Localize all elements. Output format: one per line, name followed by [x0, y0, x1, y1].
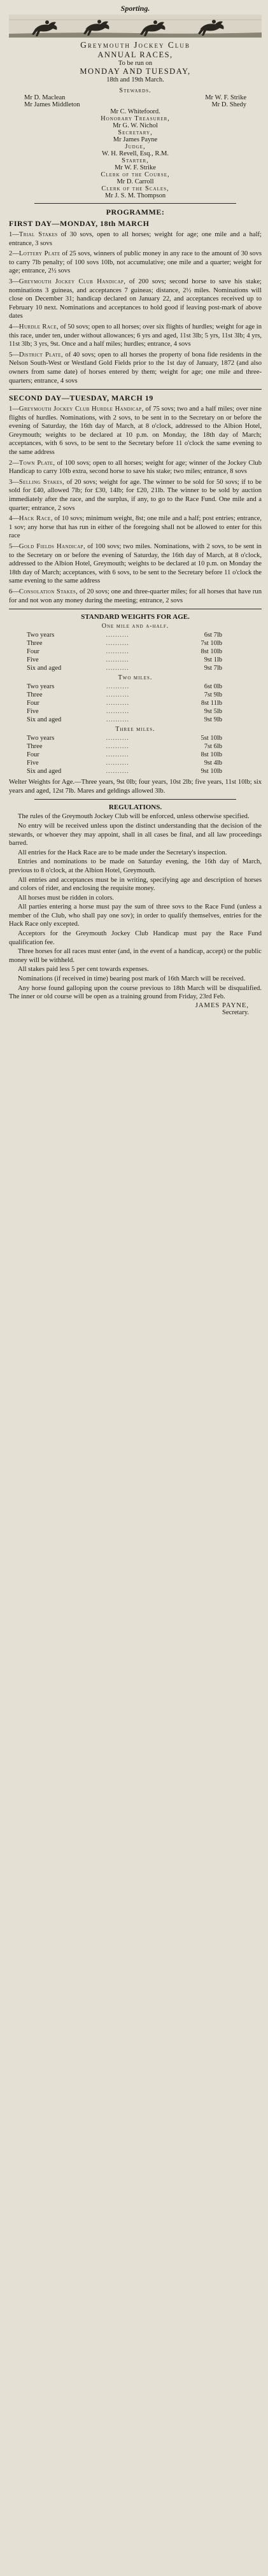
race-number: 3— [9, 278, 19, 285]
weight-value: 9st 7lb [204, 665, 222, 672]
regulation-paragraph: Any horse found galloping upon the course previous to 18th March will be disqualified. The inner or old course will be open as a training ground from Friday, 23rd Feb. [9, 984, 262, 1001]
race-name: Hurdle Race, [18, 323, 59, 330]
divider [34, 799, 236, 800]
race-number: 5— [9, 543, 19, 550]
weight-value: 9st 4lb [204, 760, 222, 767]
age-label: Three [27, 640, 43, 648]
section-label: Sporting. [120, 4, 150, 13]
race-conditions: of 20 sovs; weight for age. The winner to be sold for 50 sovs; if to be sold for £40, allowed 7lb; for £30, 14lb; for £20, 21lb. The winner to be sold by auction immediately after the race, and the surplus, if any, to go to the Race Fund. One mile and a quarter; entrance, 2 sovs [9, 478, 262, 512]
signature-title: Secretary. [222, 1008, 249, 1016]
leader-dots: .......... [106, 648, 129, 656]
weight-value: 6st 0lb [204, 683, 222, 691]
leader-dots: .......... [106, 716, 130, 724]
leader-dots: .......... [106, 768, 129, 775]
run-on-text: To be run on [118, 60, 153, 67]
weights-row [9, 664, 262, 672]
race-name: Hack Race, [18, 515, 53, 523]
weights-title: STANDARD WEIGHTS FOR AGE. [81, 613, 190, 621]
age-label: Two years [27, 683, 55, 691]
official-name: Mr J. S. M. Thompson [104, 192, 166, 199]
weight-value: 8st 11lb [201, 700, 222, 707]
age-label: Three [27, 691, 43, 699]
age-label: Five [27, 708, 39, 716]
leader-dots: .......... [106, 743, 129, 751]
leader-dots: .......... [106, 665, 129, 672]
signature-name: JAMES PAYNE, [195, 1001, 249, 1009]
weight-value: 9st 10lb [201, 768, 222, 775]
leader-dots: .......... [106, 700, 130, 707]
day1-races [9, 230, 262, 385]
weights-row [9, 759, 262, 767]
steward: Mr James Middleton [24, 101, 80, 108]
race-number: 5— [9, 351, 19, 358]
divider [9, 389, 262, 390]
age-label: Four [27, 700, 39, 707]
age-label: Four [27, 751, 39, 759]
weights-row [9, 707, 262, 716]
race-conditions: of 100 sovs; two miles. Nominations, with 2 sovs, to be sent in to the Secretary on or before the evening of Saturday, the 16th day of March, at 8 o'clock, addressed to the Albion Hotel, Greymouth; weights to be declared at 10 p.m. on Monday the 18th day of March; acceptances, with 6 sovs, to be sent to the Secretary before 11 o'clock the same evening to the same address [9, 543, 262, 585]
weights-row [9, 716, 262, 724]
race-name: Greymouth Jockey Club Handicap, [18, 278, 126, 285]
race-number: 4— [9, 323, 19, 330]
age-label: Three [27, 743, 43, 751]
regulation-paragraph: Entries and nominations to be made on Saturday evening, the 16th day of March, previous to 8 o'clock, at the Albion Hotel, Greymouth. [9, 858, 262, 874]
event-title: ANNUAL RACES, [97, 50, 173, 59]
weights-row [9, 683, 262, 691]
day1-title: FIRST DAY—MONDAY, 18th MARCH [9, 219, 150, 228]
race-item [9, 405, 262, 457]
weights-distance: One mile and a-half. [101, 623, 169, 630]
weights-row [9, 648, 262, 656]
weights-row [9, 631, 262, 639]
weights-row [9, 639, 262, 648]
race-name: Selling Stakes, [18, 478, 65, 486]
race-conditions: of 25 sovs, winners of public money in any race to the amount of 30 sovs to carry 7lb penalty; of 100 sovs 10lb, not accumulative; one mile and a quarter; weight for age; entrance, 2½ sovs [9, 250, 262, 275]
official-title: Judge, [125, 143, 146, 150]
race-days: MONDAY AND TUESDAY, [80, 67, 191, 76]
race-number: 3— [9, 478, 19, 486]
steward: Mr D. Maclean [24, 94, 66, 101]
weight-value: 5st 10lb [201, 735, 222, 742]
club-name: Greymouth Jockey Club [80, 40, 190, 50]
race-item [9, 250, 262, 276]
weights-table [9, 683, 262, 724]
regulation-paragraph: Nominations (if received in time) bearing post mark of 16th March will be received. [18, 975, 246, 983]
weight-value: 7st 10lb [201, 640, 222, 648]
race-dates: 18th and 19th March. [106, 76, 164, 83]
leader-dots: .......... [106, 708, 130, 716]
official-title: Honorary Treasurer, [101, 115, 170, 122]
regulation-paragraph: The rules of the Greymouth Jockey Club will be enforced, unless otherwise specified. [18, 813, 250, 821]
race-name: Town Plate, [18, 459, 55, 467]
weights-row [9, 656, 262, 664]
leader-dots: .......... [106, 751, 129, 759]
race-number: 2— [9, 250, 19, 258]
weight-value: 9st 5lb [204, 708, 222, 716]
race-conditions: of 10 sovs; minimum weight, 8st; one mile and a half; post entries; entrance, 1 sov; any horse that has run in either of the foregoing shall not be allowed to enter for this race [9, 515, 262, 540]
weights-table [9, 631, 262, 672]
race-conditions: of 20 sovs; one and three-quarter miles; for all horses that have run for and not won any money during the meeting; entrance, 2 sovs [9, 588, 262, 604]
race-conditions: of 30 sovs, open to all horses; weight for age; one mile and a half; entrance, 3 sovs [9, 231, 262, 247]
regulation-paragraph: All stakes paid less 5 per cent towards expenses. [18, 966, 149, 973]
race-item [9, 351, 262, 385]
weights-row [9, 734, 262, 742]
weight-value: 7st 6lb [204, 743, 222, 751]
regulation-paragraph: Three horses for all races must enter (and, in the event of a handicap, accept) or the public money will be withheld. [9, 948, 262, 964]
weight-value: 9st 1lb [204, 656, 222, 664]
leader-dots: .......... [106, 760, 129, 767]
race-item [9, 542, 262, 586]
race-conditions: of 200 sovs; second horse to save his stake; nominations 3 guineas, and acceptances 7 guineas; distance, 2½ miles. Nominations will close on December 31; handicap declared on January 22, and acceptances received up to February 10 next. Nominations and acceptances to hold good if leaving post-mark of above dates [9, 278, 262, 320]
weights-row [9, 751, 262, 759]
regulations-title: REGULATIONS. [108, 803, 162, 812]
age-label: Six and aged [27, 665, 62, 672]
regulation-paragraph: Acceptors for the Greymouth Jockey Club Handicap must pay the Race Fund qualification fee. [9, 930, 262, 946]
officials-list [9, 115, 262, 199]
steward: Mr D. Shedy [211, 101, 246, 108]
leader-dots: .......... [106, 735, 129, 742]
race-item [9, 478, 262, 513]
race-item [9, 588, 262, 605]
race-name: District Plate, [18, 351, 64, 358]
official-name: W. H. Revell, Esq., R.M. [102, 150, 169, 157]
race-name: Greymouth Jockey Club Hurdle Handicap, [18, 406, 144, 413]
age-label: Six and aged [27, 768, 62, 775]
weight-value: 8st 10lb [201, 648, 222, 656]
weights-row [9, 767, 262, 775]
race-name: Consolation Stakes, [18, 588, 78, 595]
race-item [9, 230, 262, 248]
regulations-list [9, 812, 262, 1001]
day2-races [9, 405, 262, 605]
race-conditions: of 40 sovs; open to all horses the property of bona fide residents in the Nelson South-West or Westland Gold Fields prior to the 1st day of January, 1872 (and also owners from same date) of horses entered by them; weight for age; one mile and three-quarters; entrance, 4 sovs [9, 351, 262, 385]
race-item [9, 278, 262, 321]
stewards-title: Stewards. [119, 87, 152, 94]
race-name: Lottery Plate [18, 250, 60, 258]
programme-title: PROGRAMME: [106, 208, 165, 216]
official-name: Mr G. W. Nichol [113, 122, 158, 129]
weights-row [9, 742, 262, 751]
age-label: Four [27, 648, 39, 656]
weight-value: 7st 9lb [204, 691, 222, 699]
leader-dots: .......... [106, 640, 129, 648]
regulation-paragraph: All entries and acceptances must be in writing, specifying age and description of horses and colors of rider, and enclosing the requisite money. [9, 876, 262, 893]
regulation-paragraph: No entry will be received unless upon the distinct understanding that the decision of the stewards, or whoever they may appoint, shall in all cases be final, and all law proceedings barred. [9, 822, 262, 847]
weights-tables [9, 623, 262, 775]
race-item [9, 459, 262, 476]
weights-row [9, 699, 262, 707]
weight-value: 8st 10lb [201, 751, 222, 759]
race-number: 2— [9, 459, 19, 467]
divider [34, 203, 236, 204]
weights-distance: Three miles. [115, 726, 155, 733]
weights-row [9, 691, 262, 699]
welter-weights: Welter Weights for Age.—Three years, 9st 0lb; four years, 10st 2lb; five years, 11st 10lb; six years and aged, 12st 7lb. Mares and geldings allowed 3lb. [9, 779, 262, 795]
regulation-paragraph: All entries for the Hack Race are to be made under the Secretary's inspection. [18, 849, 227, 856]
weights-table [9, 734, 262, 775]
weight-value: 9st 9lb [204, 716, 222, 724]
official-title: Clerk of the Course, [101, 171, 170, 178]
age-label: Two years [27, 632, 55, 639]
age-label: Five [27, 760, 39, 767]
regulation-paragraph: All parties entering a horse must pay the sum of three sovs to the Race Fund (unless a member of the Club, who shall pay one sov); in order to qualify themselves, entries for the Hack Race only excepted. [9, 903, 262, 928]
steward: Mr W. F. Strike [205, 94, 246, 101]
race-conditions: of 100 sovs; open to all horses; weight for age; winner of the Jockey Club Handicap to carry 10lb extra, second horse to save his stake; two miles; entrance, 8 sovs [9, 459, 262, 476]
official-title: Starter, [122, 157, 149, 164]
official-name: Mr James Payne [113, 136, 158, 143]
race-conditions: of 75 sovs; two and a half miles; over nine flights of hurdles. Nominations, with 2 sovs, to be sent in to the Secretary on or before the evening of Saturday, the 16th day of March, at 8 o'clock, addressed to the Albion Hotel, Greymouth; weights to be declared at 10 p.m. on Monday, the 18th day of March; acceptances, with 6 sovs, to be sent to the Secretary before 11 o'clock the same evening to the same address [9, 406, 262, 456]
leader-dots: .......... [106, 656, 129, 664]
official-name: Mr D. Carroll [116, 178, 154, 185]
race-number: 4— [9, 515, 19, 523]
age-label: Two years [27, 735, 55, 742]
race-item [9, 514, 262, 541]
official-title: Clerk of the Scales, [101, 185, 169, 192]
racing-banner-image [9, 15, 262, 38]
leader-dots: .......... [106, 683, 130, 691]
race-name: Gold Fields Handicap, [18, 543, 85, 550]
stewards-row [9, 94, 262, 101]
stewards-row [9, 101, 262, 108]
horse-race-engraving-icon [9, 15, 262, 38]
race-number: 1— [9, 231, 19, 238]
day2-title: SECOND DAY—TUESDAY, MARCH 19 [9, 393, 153, 403]
regulation-paragraph: All horses must be ridden in colors. [18, 894, 114, 902]
race-name: Trial Stakes [18, 231, 58, 238]
weight-value: 6st 7lb [204, 632, 222, 639]
official-name: Mr W. F. Strike [115, 164, 156, 171]
race-item [9, 323, 262, 349]
leader-dots: .......... [106, 691, 130, 699]
official-title: Secretary, [118, 129, 153, 136]
leader-dots: .......... [106, 632, 129, 639]
race-conditions: of 50 sovs; open to all horses; over six flights of hurdles; weight for age in this race, under ten, under without allowances; 6 yrs and aged, 11st 3lb; 5 yrs, 11st 3lb; 4 yrs, 11st 3lb; 3 yrs, 9st. Once and a half miles; hurdles; entrance, 4 sovs [9, 323, 262, 348]
race-number: 1— [9, 406, 19, 413]
race-number: 6— [9, 588, 19, 595]
age-label: Five [27, 656, 39, 664]
age-label: Six and aged [27, 716, 62, 724]
steward: Mr C. Whitefoord. [110, 108, 160, 115]
advertisement [0, 0, 268, 1016]
weights-distance: Two miles. [118, 674, 153, 682]
